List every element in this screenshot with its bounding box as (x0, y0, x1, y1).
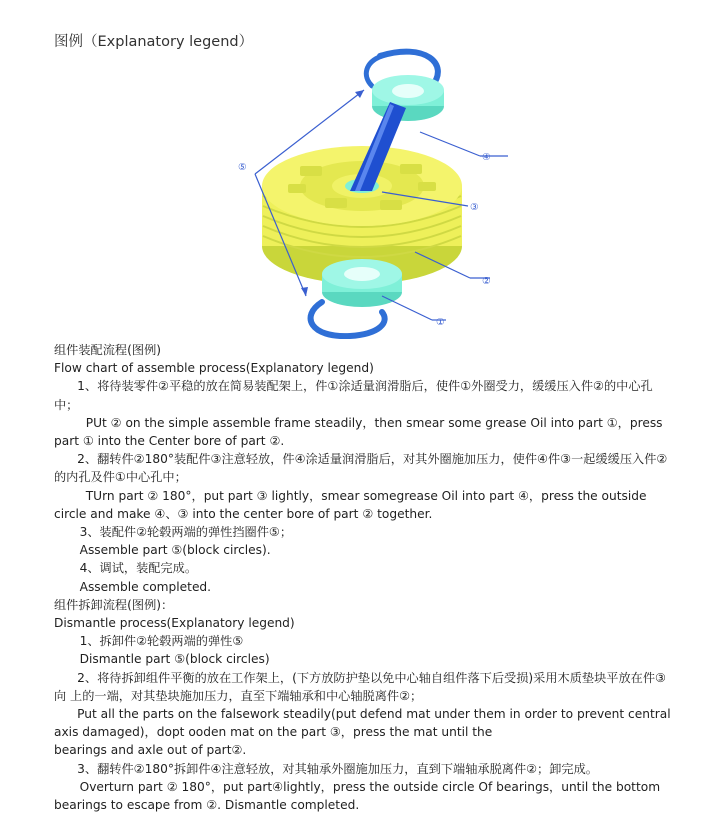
bottom-snap-ring (311, 302, 385, 336)
assembly-step-1-cn: 1、将待装零件②平稳的放在简易装配架上，件①涂适量润滑脂后，使件①外圈受力，缓缓压入件②的中心孔中； (54, 379, 653, 412)
assembly-step-2-en: TUrn part ② 180°，put part ③ lightly，smear somegrease Oil into part ④，press the outside circle and make ④、③ into the center bore of part ② together. (54, 488, 647, 521)
bottom-bearing-bore (344, 267, 380, 281)
callout-5: ⑤ (238, 162, 247, 173)
assembly-step-3-en: Assemble part ⑤(block circles). (79, 543, 271, 558)
assembly-diagram-svg (150, 46, 570, 339)
top-bearing-bore (392, 84, 424, 98)
assembly-step-4-en: Assemble completed. (79, 579, 212, 594)
dismantle-title-cn: 组件拆卸流程(图例)： (54, 597, 174, 612)
dismantle-step-2-en: Put all the parts on the falsework steadily(put defend mat under them in order to prevent central axis damaged)，dopt ooden mat on the part ③，press the mat until the (54, 707, 671, 740)
callout-3: ③ (470, 202, 479, 213)
callout-1: ① (436, 317, 445, 328)
dismantle-step-1-en: Dismantle part ⑤(block circles) (79, 652, 270, 667)
callout-2: ② (482, 276, 491, 287)
dismantle-step-2-en-cont: bearings and axle out of part②. (54, 743, 247, 758)
dismantle-step-2-cn: 2、将待拆卸组件平衡的放在工作架上，(下方放防护垫以免中心轴自组件落下后受损)采用木质垫块平放在件③向 上的一端，对其垫块施加压力，直至下端轴承和中心轴脱离件②； (54, 670, 666, 703)
dismantle-step-3-en: Overturn part ② 180°，put part④lightly，press the outside circle Of bearings，until the bottom bearings to escape from ②. Dismantle completed. (54, 779, 661, 813)
assembly-diagram (150, 46, 570, 339)
assembly-step-4-cn: 4、调试，装配完成。 (79, 561, 198, 576)
legend-heading: 图例（Explanatory legend） (54, 34, 254, 50)
assembly-step-3-cn: 3、装配件②轮毂两端的弹性挡圈件⑤； (79, 525, 293, 540)
dismantle-step-1-cn: 1、拆卸件②轮毂两端的弹性⑤ (79, 634, 244, 649)
assembly-step-2-cn: 2、翻转件②180°装配件③注意轻放，件④涂适量润滑脂后，对其外圈施加压力，使件④件③一起缓缓压入件② 的内孔及件①中心孔中； (54, 452, 668, 485)
process-text (54, 341, 674, 814)
assembly-title-cn: 组件装配流程(图例) (54, 343, 162, 357)
callout-4: ④ (482, 152, 491, 163)
dismantle-step-3-cn: 3、翻转件②180°拆卸件④注意轻放，对其轴承外圈施加压力，直到下端轴承脱离件②；卸完成。 (77, 761, 598, 776)
assembly-step-1-en: PUt ② on the simple assemble frame steadily，then smear some grease Oil into part ①，press part ① into the Center bore of part ②. (54, 415, 663, 449)
dismantle-title-en: Dismantle process(Explanatory legend) (54, 616, 295, 631)
assembly-title-en: Flow chart of assemble process(Explanatory legend) (54, 361, 374, 376)
